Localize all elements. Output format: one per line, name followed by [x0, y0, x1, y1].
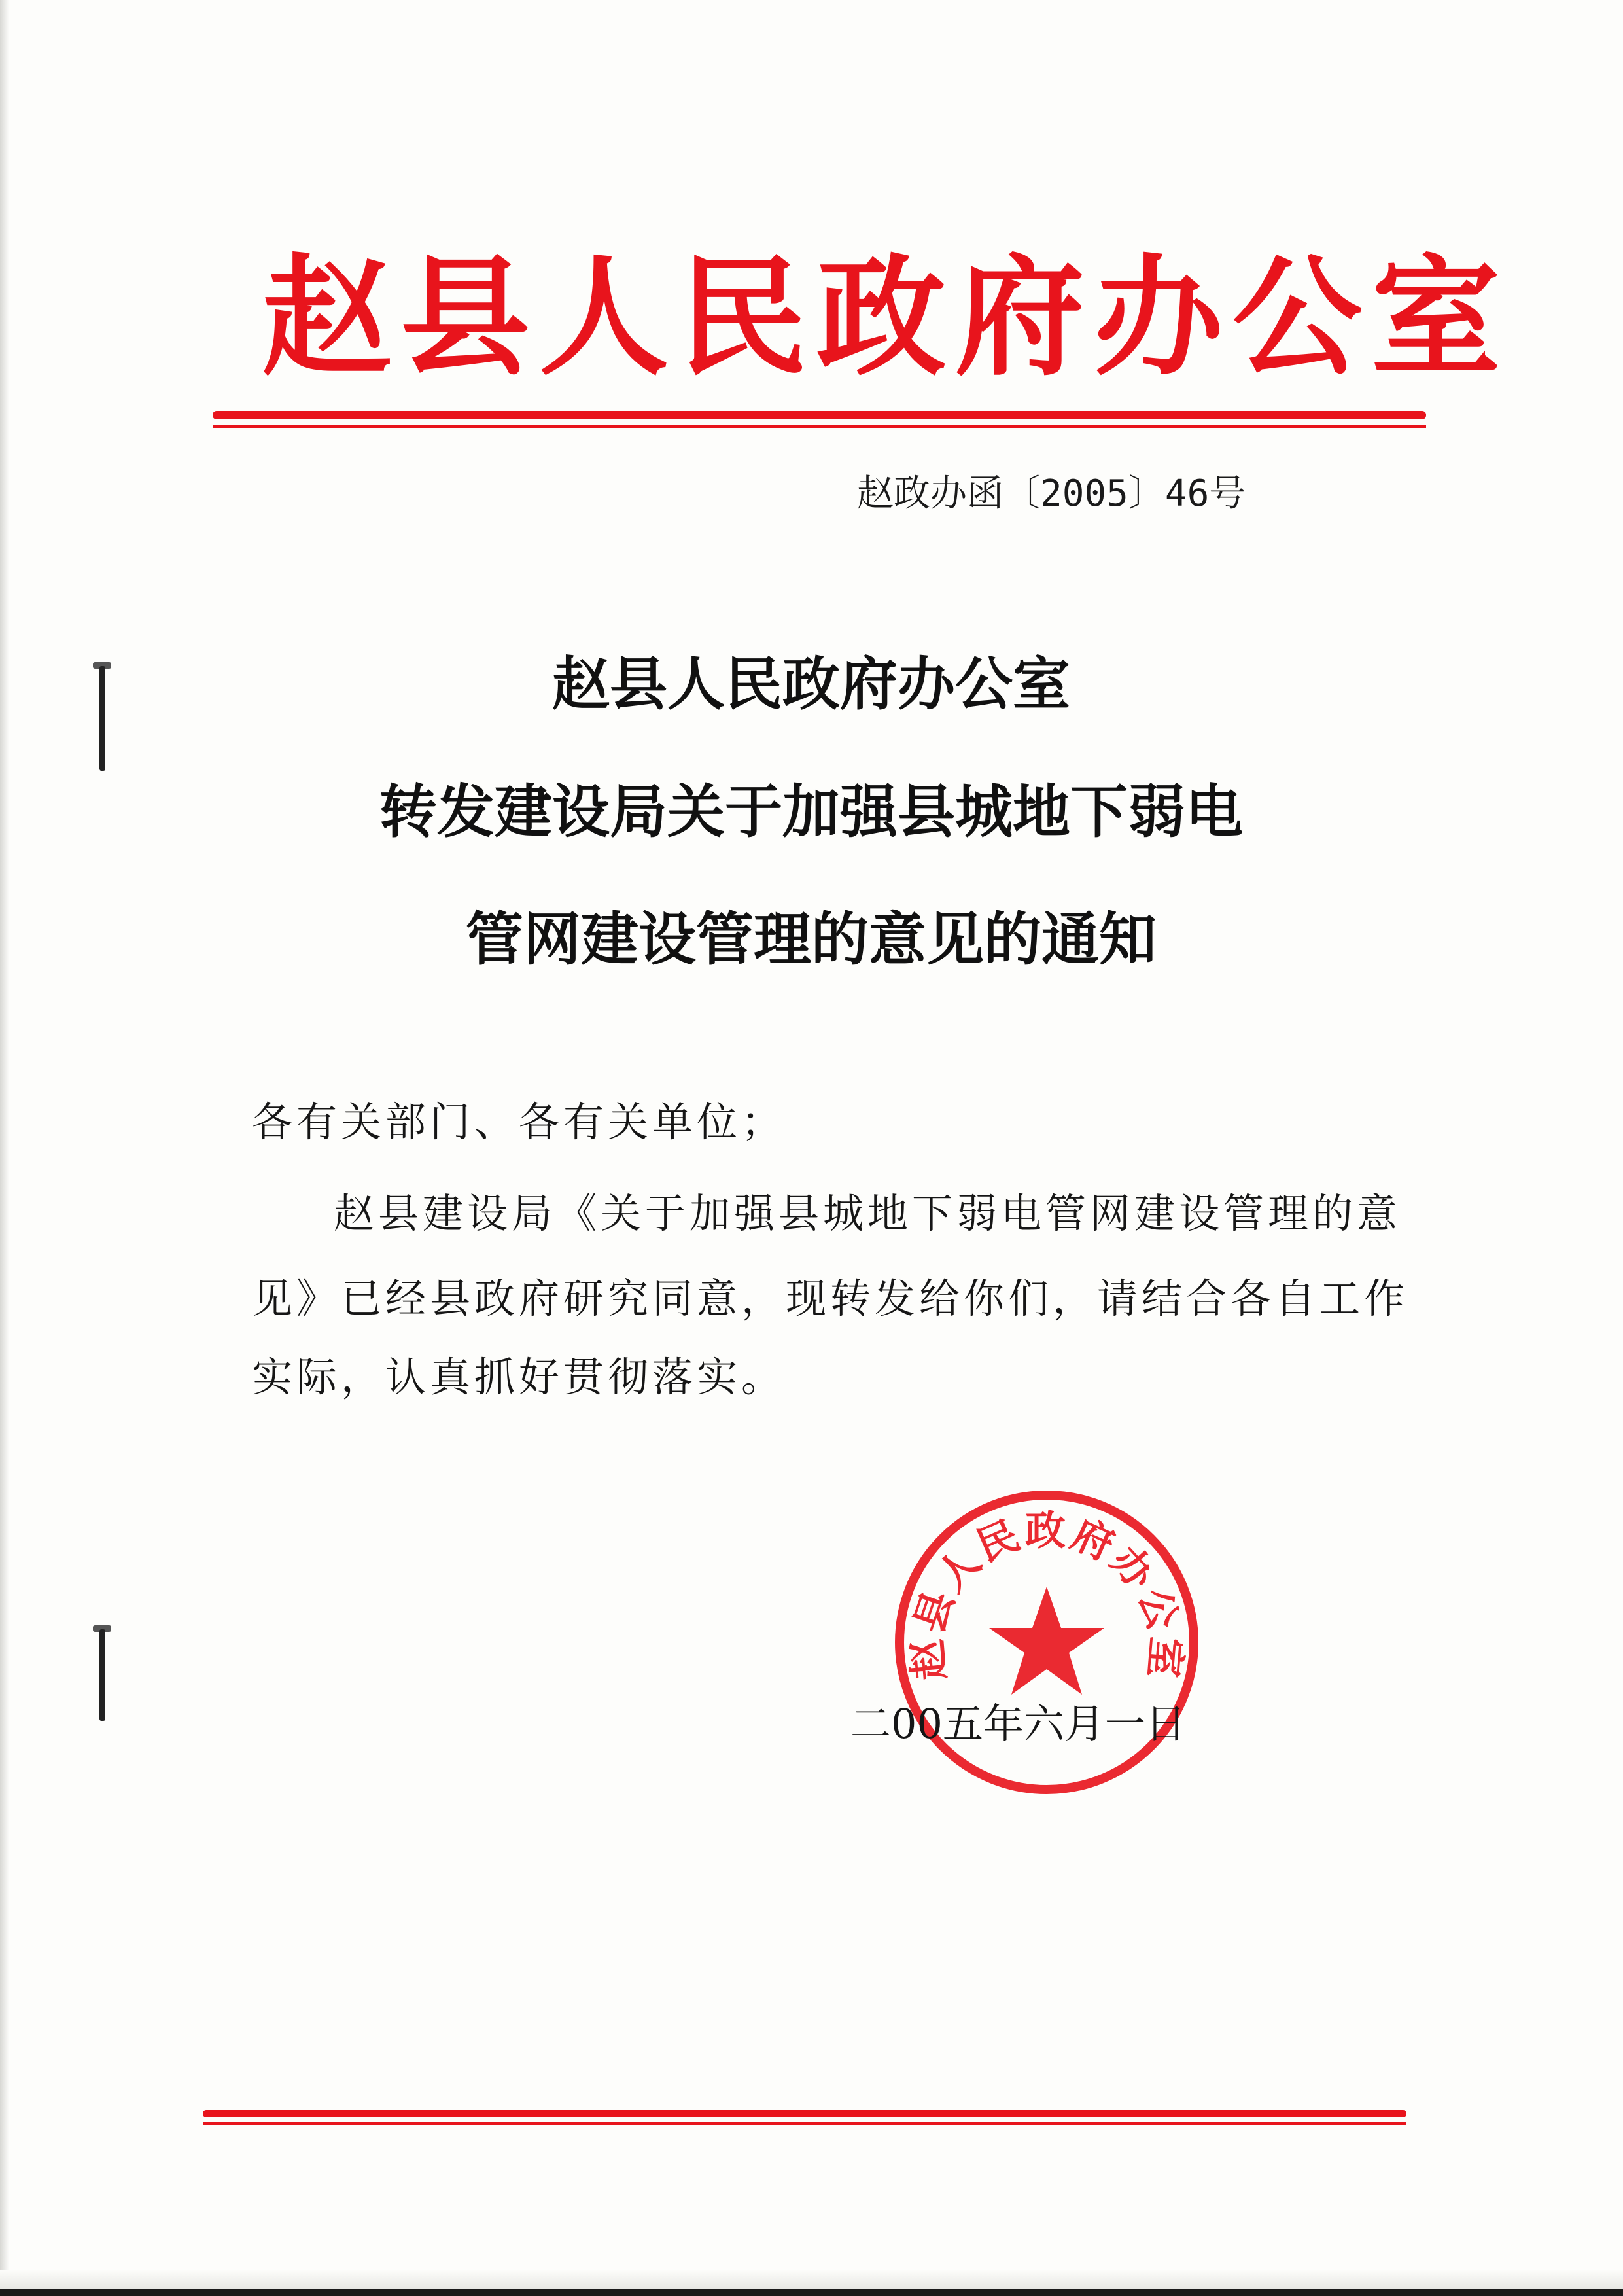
body-paragraph-line-2: 见》已经县政府研究同意，现转发给你们，请结合各自工作	[252, 1275, 1409, 1322]
masthead-issuer: 赵县人民政府办公室	[262, 241, 1510, 393]
footer-rule-thin	[203, 2122, 1406, 2125]
seal-text-path: 赵县人民政府办公室	[903, 1506, 1191, 1682]
title-line-2: 转发建设局关于加强县城地下弱电	[379, 777, 1243, 845]
issue-date: 二00五年六月一日	[850, 1700, 1186, 1748]
staple-top	[99, 666, 105, 771]
footer-rule-thick	[203, 2110, 1406, 2117]
masthead-rule-thick	[213, 411, 1426, 419]
salutation: 各有关部门、各有关单位；	[252, 1098, 786, 1146]
seal-star-icon	[989, 1587, 1104, 1695]
body-paragraph-line-1: 赵县建设局《关于加强县城地下弱电管网建设管理的意	[334, 1190, 1402, 1237]
scan-left-edge	[0, 0, 9, 2296]
body-paragraph-line-3: 实际，认真抓好贯彻落实。	[252, 1353, 786, 1401]
title-line-3: 管网建设管理的意见的通知	[465, 905, 1157, 973]
document-number: 赵政办函〔2005〕46号	[857, 472, 1246, 515]
masthead-rule-thin	[213, 425, 1426, 428]
scan-bottom-edge	[0, 2270, 1623, 2296]
title-line-1: 赵县人民政府办公室	[551, 650, 1070, 718]
staple-bottom	[99, 1629, 105, 1721]
